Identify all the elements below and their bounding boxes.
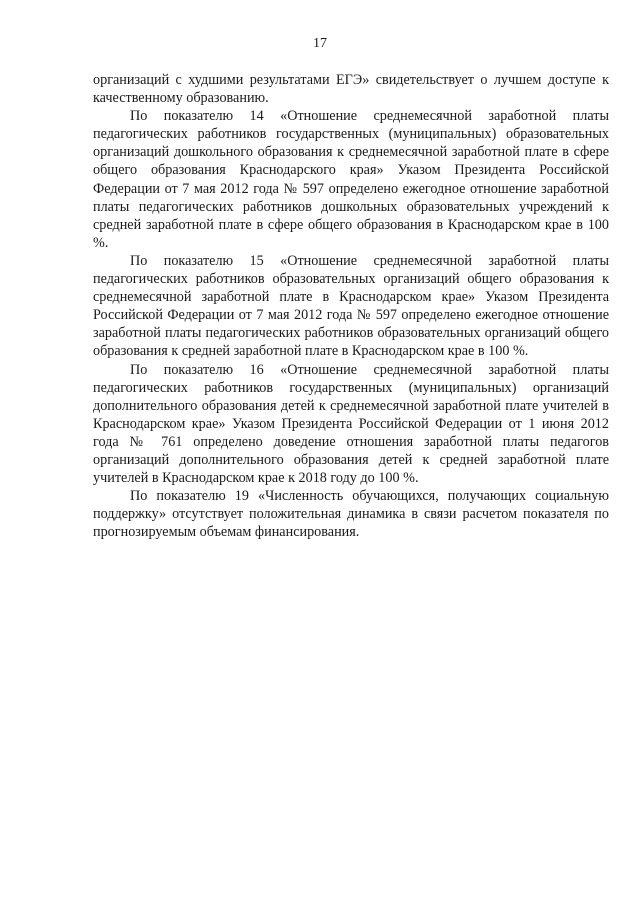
paragraph-indicator-14: По показателю 14 «Отношение среднемесячной заработной платы педагогических работников государственных (муниципальных) образовательных организаций дошкольного образования к среднемесячной заработной плате в сфере общего образования Краснодарского края» Указом Президента Российской Федерации от 7 мая 2012 года № 597 определено ежегодное отношение заработной платы педагогических работников дошкольных образовательных учреждений к средней заработной плате в сфере общего образования в Краснодарском крае в 100 %. [93,108,609,251]
page-number: 17 [313,36,327,51]
paragraph-indicator-19: По показателю 19 «Численность обучающихся, получающих социальную поддержку» отсутствует положительная динамика в связи расчетом показателя по прогнозируемым объемам финансирования. [93,488,609,541]
paragraph-continuation: организаций с худшими результатами ЕГЭ» свидетельствует о лучшем доступе к качественному образованию. [93,72,609,107]
paragraph-indicator-15: По показателю 15 «Отношение среднемесячной заработной платы педагогических работников образовательных организаций общего образования к среднемесячной заработной плате в Краснодарском крае» Указом Президента Российской Федерации от 7 мая 2012 года № 597 определено ежегодное отношение заработной платы педагогических работников образовательных организаций общего образования к средней заработной плате в Краснодарском крае в 100 %. [93,252,609,360]
paragraph-indicator-16: По показателю 16 «Отношение среднемесячной заработной платы педагогических работников государственных (муниципальных) организаций дополнительного образования детей к среднемесячной заработной плате учителей в Краснодарском крае» Указом Президента Российской Федерации от 1 июня 2012 года № 761 определено доведение отношения заработной платы педагогов организаций дополнительного образования детей к средней заработной плате учителей в Краснодарском крае к 2018 году до 100 %. [93,361,609,487]
document-body [93,71,609,541]
